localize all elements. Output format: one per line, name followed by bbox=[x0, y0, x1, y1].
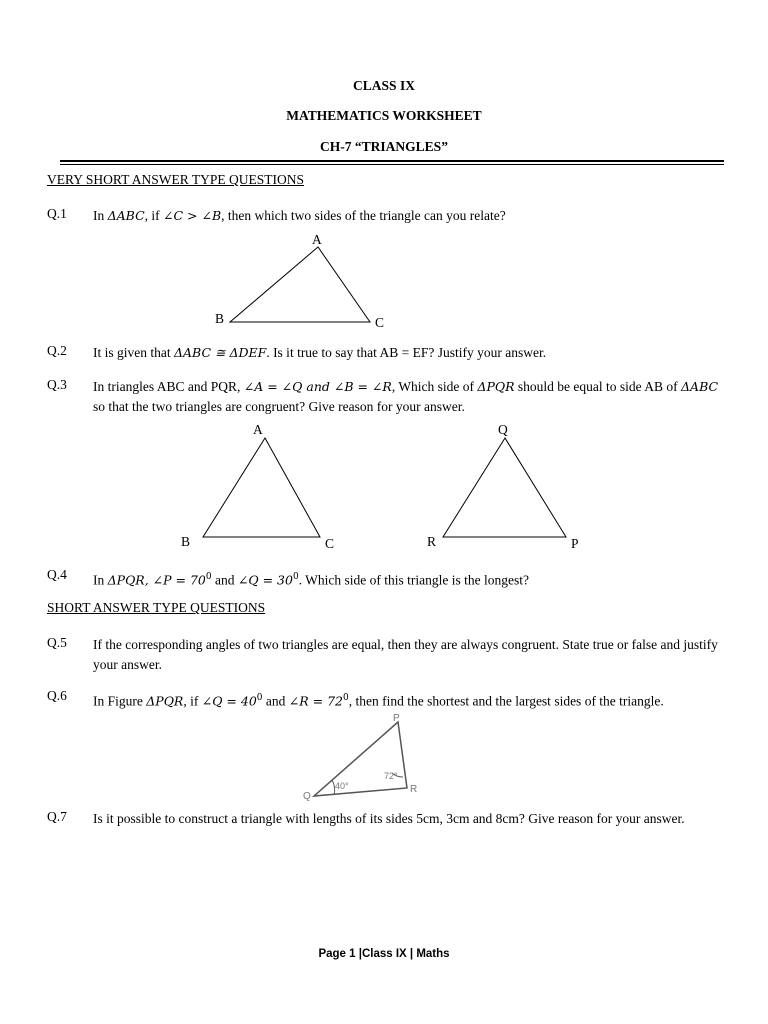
vertex-label-a: A bbox=[312, 232, 322, 247]
q3-triangle-abc-figure bbox=[181, 422, 334, 551]
footer-class-subject: |Class IX | Maths bbox=[358, 948, 450, 960]
question-text: In triangles ABC and PQR, ∠A = ∠Q and ∠B = ∠R, Which side of ΔPQR should be equal to side AB of ΔABC so that the two triangles are congruent? Give reason for your answer. bbox=[93, 379, 719, 414]
q3-triangle-pqr-figure bbox=[427, 422, 579, 551]
question-number: Q.4 bbox=[47, 567, 67, 582]
class-heading: CLASS IX bbox=[353, 78, 415, 93]
vertex-label-a: A bbox=[253, 422, 263, 437]
triangle-pqr bbox=[443, 438, 566, 537]
vertex-label-c: C bbox=[375, 315, 385, 330]
question-number: Q.6 bbox=[47, 688, 67, 703]
vertex-label-r: R bbox=[427, 534, 437, 549]
question-text: It is given that ΔABC ≅ ΔDEF. Is it true to say that AB = EF? Justify your answer. bbox=[93, 345, 547, 360]
triangle-abc bbox=[203, 438, 320, 537]
q1-triangle-figure bbox=[215, 232, 384, 330]
vertex-label-q: Q bbox=[498, 422, 508, 437]
question-number: Q.2 bbox=[47, 343, 67, 358]
angle-label-r: 72° bbox=[384, 771, 398, 781]
section-short: SHORT ANSWER TYPE QUESTIONS bbox=[47, 600, 266, 615]
question-text: In Figure ΔPQR, if ∠Q = $40^0$ and ∠R = $72^0$, then find the shortest and the largest sides of the triangle. bbox=[93, 693, 664, 709]
angle-label-q: 40° bbox=[335, 781, 349, 791]
vertex-label-p: P bbox=[393, 713, 400, 724]
vertex-label-b: B bbox=[181, 534, 191, 549]
worksheet-title: MATHEMATICS WORKSHEET bbox=[286, 108, 482, 123]
triangle-abc bbox=[230, 247, 370, 322]
vertex-label-q: Q bbox=[303, 791, 311, 802]
question-text: In ΔPQR, ∠P = $70^0$ and ∠Q = $30^0$. Which side of this triangle is the longest? bbox=[93, 572, 530, 588]
page-label: Page bbox=[318, 948, 346, 960]
vertex-label-c: C bbox=[325, 536, 335, 551]
vertex-label-r: R bbox=[410, 784, 418, 795]
page-footer bbox=[0, 948, 768, 960]
vertex-label-p: P bbox=[571, 536, 579, 551]
triangle-pqr bbox=[314, 722, 407, 796]
question-text: If the corresponding angles of two triangles are equal, then they are always congruent. State true or false and justify your answer. bbox=[93, 637, 718, 672]
question-text: In ΔABC, if ∠C > ∠B, then which two sides of the triangle can you relate? bbox=[93, 208, 506, 223]
chapter-title: CH-7 “TRIANGLES” bbox=[320, 139, 448, 154]
question-text: Is it possible to construct a triangle with lengths of its sides 5cm, 3cm and 8cm? Give reason for your answer. bbox=[93, 811, 685, 826]
page-number: 1 bbox=[349, 948, 356, 960]
q6-triangle-figure bbox=[303, 713, 417, 802]
vertex-label-b: B bbox=[215, 311, 225, 326]
question-number: Q.1 bbox=[47, 206, 67, 221]
question-number: Q.7 bbox=[47, 809, 67, 824]
section-very-short: VERY SHORT ANSWER TYPE QUESTIONS bbox=[47, 172, 304, 187]
question-number: Q.5 bbox=[47, 635, 67, 650]
question-number: Q.3 bbox=[47, 377, 67, 392]
